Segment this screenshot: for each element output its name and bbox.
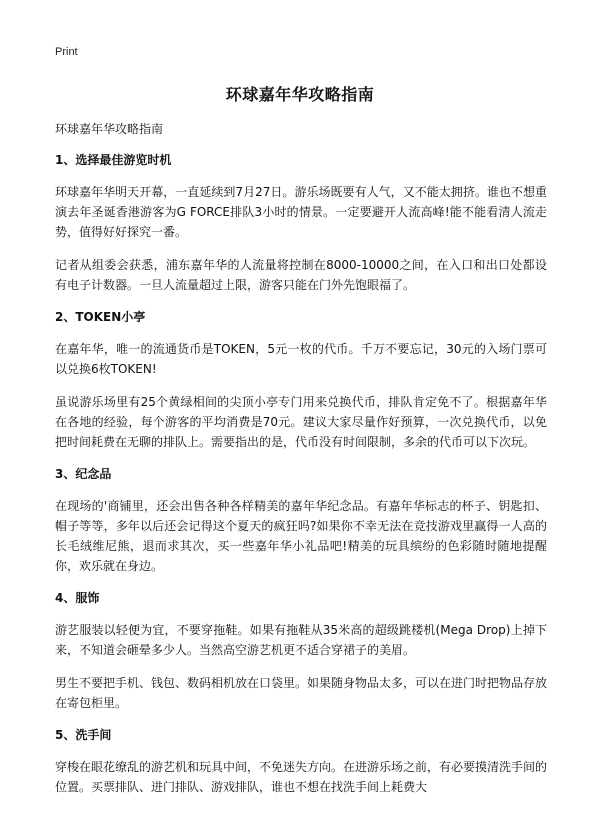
section-restroom bbox=[55, 726, 547, 797]
section-title: 3、纪念品 bbox=[55, 467, 112, 481]
paragraph: 在现场的'商铺里，还会出售各种各样精美的嘉年华纪念品。有嘉年华标志的杯子、钥匙扣、帽子等等，多年以后还会记得这个夏天的疯狂吗?如果你不幸无法在竞技游戏里赢得一人高的长毛绒维尼熊，退而求其次，买一些嘉年华小礼品吧!精美的玩具缤纷的色彩随时随地提醒你，欢乐就在身边。 bbox=[55, 499, 547, 573]
paragraph: 环球嘉年华明天开幕，一直延续到7月27日。游乐场既要有人气，又不能太拥挤。谁也不想重演去年圣诞香港游客为G FORCE排队3小时的情景。一定要避开人流高峰!能不能看清人流走势，值得好好探究一番。 bbox=[55, 185, 547, 239]
section-title: 4、服饰 bbox=[55, 591, 100, 605]
section-title: 1、选择最佳游览时机 bbox=[55, 153, 172, 167]
paragraph: 在嘉年华，唯一的流通货币是TOKEN，5元一枚的代币。千万不要忘记，30元的入场门票可以兑换6枚TOKEN! bbox=[55, 342, 547, 376]
paragraph: 游艺服装以轻便为宜，不要穿拖鞋。如果有拖鞋从35米高的超级跳楼机(Mega Drop)上掉下来，不知道会砸晕多少人。当然高空游艺机更不适合穿裙子的美眉。 bbox=[55, 623, 547, 657]
paragraph: 男生不要把手机、钱包、数码相机放在口袋里。如果随身物品太多，可以在进门时把物品存放在寄包柜里。 bbox=[55, 676, 548, 710]
paragraph: 记者从组委会获悉，浦东嘉年华的人流量将控制在8000-10000之间，在入口和出口处都设有电子计数器。一旦人流量超过上限，游客只能在门外先饱眼福了。 bbox=[55, 258, 547, 292]
article-subtitle: 环球嘉年华攻略指南 bbox=[55, 122, 164, 136]
paragraph: 穿梭在眼花缭乱的游艺机和玩具中间，不免迷失方向。在进游乐场之前，有必要摸清洗手间的位置。买票排队、进门排队、游戏排队，谁也不想在找洗手间上耗费大 bbox=[55, 760, 548, 794]
article-body bbox=[55, 120, 547, 810]
section-title: 2、TOKEN小亭 bbox=[55, 310, 146, 324]
section-token bbox=[55, 308, 547, 452]
page-title: 环球嘉年华攻略指南 bbox=[225, 85, 375, 104]
print-link[interactable]: Print bbox=[55, 46, 78, 58]
section-souvenirs bbox=[55, 465, 547, 576]
paragraph: 虽说游乐场里有25个黄绿相间的尖顶小亭专门用来兑换代币，排队肯定免不了。根据嘉年华在各地的经验，每个游客的平均消费是70元。建议大家尽量作好预算，一次兑换代币，以免把时间耗费在无聊的排队上。需要指出的是，代币没有时间限制，多余的代币可以下次玩。 bbox=[55, 395, 547, 449]
section-title: 5、洗手间 bbox=[55, 728, 112, 742]
section-clothing bbox=[55, 589, 547, 713]
section-timing bbox=[55, 151, 547, 295]
